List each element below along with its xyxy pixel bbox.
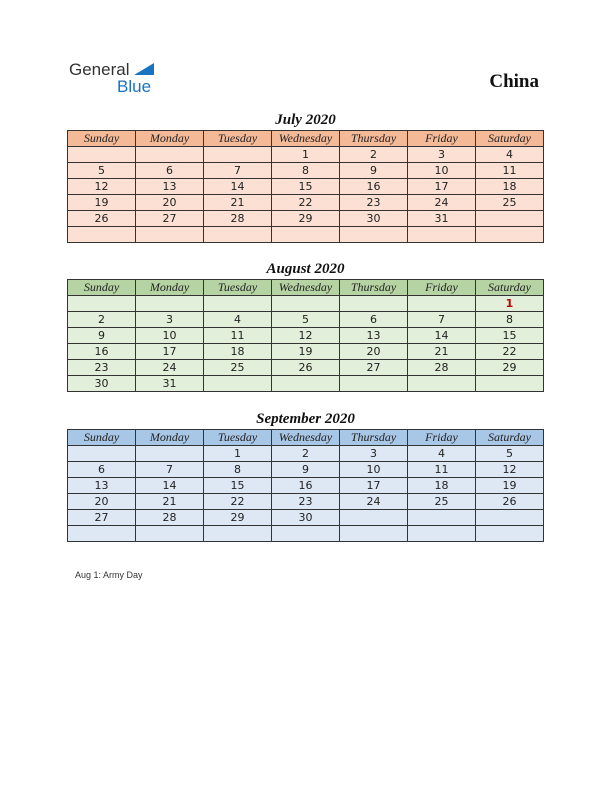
day-cell: 2 — [272, 446, 340, 462]
month-august — [67, 259, 544, 392]
weekday-header: Thursday — [340, 430, 408, 446]
day-cell: 15 — [476, 328, 544, 344]
week-row — [68, 312, 544, 328]
day-cell — [68, 296, 136, 312]
weekday-header: Friday — [408, 430, 476, 446]
day-cell: 29 — [272, 211, 340, 227]
day-cell: 30 — [340, 211, 408, 227]
day-cell: 11 — [476, 163, 544, 179]
week-row — [68, 462, 544, 478]
day-cell: 25 — [476, 195, 544, 211]
day-cell: 29 — [476, 360, 544, 376]
day-cell — [204, 296, 272, 312]
day-cell — [204, 376, 272, 392]
day-cell — [136, 147, 204, 163]
day-cell: 5 — [68, 163, 136, 179]
day-cell: 8 — [204, 462, 272, 478]
day-cell: 17 — [136, 344, 204, 360]
weekday-header: Tuesday — [204, 131, 272, 147]
weekday-header: Wednesday — [272, 280, 340, 296]
day-cell: 28 — [408, 360, 476, 376]
day-cell — [340, 227, 408, 243]
week-row — [68, 510, 544, 526]
week-row — [68, 163, 544, 179]
weekday-header: Saturday — [476, 280, 544, 296]
day-cell: 28 — [136, 510, 204, 526]
country-title: China — [489, 71, 539, 92]
day-cell: 24 — [340, 494, 408, 510]
day-cell: 2 — [340, 147, 408, 163]
week-row — [68, 296, 544, 312]
day-cell: 26 — [68, 211, 136, 227]
day-cell — [272, 227, 340, 243]
day-cell: 10 — [408, 163, 476, 179]
day-cell: 14 — [136, 478, 204, 494]
day-cell: 9 — [272, 462, 340, 478]
day-cell: 8 — [476, 312, 544, 328]
day-cell: 3 — [340, 446, 408, 462]
day-cell: 19 — [476, 478, 544, 494]
day-cell: 1 — [204, 446, 272, 462]
day-cell: 15 — [272, 179, 340, 195]
weekday-header-row — [68, 280, 544, 296]
day-cell: 7 — [204, 163, 272, 179]
day-cell — [68, 526, 136, 542]
day-cell: 22 — [272, 195, 340, 211]
day-cell: 24 — [408, 195, 476, 211]
day-cell — [340, 376, 408, 392]
day-cell: 5 — [272, 312, 340, 328]
month-title: September 2020 — [256, 411, 355, 427]
day-cell: 7 — [408, 312, 476, 328]
week-row — [68, 376, 544, 392]
day-cell: 11 — [204, 328, 272, 344]
day-cell — [476, 510, 544, 526]
day-cell: 23 — [272, 494, 340, 510]
day-cell: 1 — [476, 296, 544, 312]
day-cell: 18 — [476, 179, 544, 195]
day-cell — [136, 446, 204, 462]
day-cell: 23 — [340, 195, 408, 211]
day-cell — [136, 227, 204, 243]
holiday-note: Aug 1: Army Day — [75, 570, 143, 580]
week-row — [68, 328, 544, 344]
day-cell: 18 — [408, 478, 476, 494]
day-cell: 12 — [68, 179, 136, 195]
week-row — [68, 360, 544, 376]
day-cell: 11 — [408, 462, 476, 478]
logo-text-general: General — [69, 60, 130, 79]
weekday-header: Tuesday — [204, 430, 272, 446]
day-cell: 26 — [476, 494, 544, 510]
day-cell — [340, 510, 408, 526]
day-cell: 4 — [476, 147, 544, 163]
day-cell: 20 — [68, 494, 136, 510]
day-cell: 30 — [68, 376, 136, 392]
weekday-header: Monday — [136, 280, 204, 296]
weekday-header: Friday — [408, 131, 476, 147]
day-cell: 6 — [68, 462, 136, 478]
day-cell — [204, 526, 272, 542]
day-cell — [272, 296, 340, 312]
day-cell: 8 — [272, 163, 340, 179]
day-cell: 29 — [204, 510, 272, 526]
day-cell: 21 — [408, 344, 476, 360]
day-cell: 1 — [272, 147, 340, 163]
week-row — [68, 478, 544, 494]
general-blue-logo — [69, 60, 159, 96]
week-row — [68, 227, 544, 243]
day-cell — [136, 526, 204, 542]
day-cell: 14 — [408, 328, 476, 344]
month-title: August 2020 — [266, 261, 345, 277]
week-row — [68, 344, 544, 360]
day-cell: 5 — [476, 446, 544, 462]
day-cell: 6 — [340, 312, 408, 328]
day-cell — [68, 446, 136, 462]
day-cell: 6 — [136, 163, 204, 179]
day-cell — [408, 376, 476, 392]
day-cell: 3 — [136, 312, 204, 328]
day-cell — [476, 526, 544, 542]
day-cell: 18 — [204, 344, 272, 360]
week-row — [68, 147, 544, 163]
week-row — [68, 211, 544, 227]
day-cell: 27 — [340, 360, 408, 376]
day-cell: 12 — [476, 462, 544, 478]
day-cell: 2 — [68, 312, 136, 328]
weekday-header-row — [68, 430, 544, 446]
day-cell: 28 — [204, 211, 272, 227]
day-cell: 20 — [340, 344, 408, 360]
day-cell — [476, 227, 544, 243]
day-cell: 26 — [272, 360, 340, 376]
day-cell: 23 — [68, 360, 136, 376]
day-cell — [68, 227, 136, 243]
day-cell: 27 — [136, 211, 204, 227]
weekday-header: Tuesday — [204, 280, 272, 296]
weekday-header: Monday — [136, 131, 204, 147]
day-cell — [340, 526, 408, 542]
day-cell — [68, 147, 136, 163]
weekday-header: Saturday — [476, 131, 544, 147]
weekday-header: Wednesday — [272, 131, 340, 147]
day-cell: 21 — [136, 494, 204, 510]
week-row — [68, 195, 544, 211]
day-cell — [272, 376, 340, 392]
weekday-header: Sunday — [68, 280, 136, 296]
day-cell: 3 — [408, 147, 476, 163]
day-cell: 14 — [204, 179, 272, 195]
day-cell — [408, 227, 476, 243]
week-row — [68, 494, 544, 510]
day-cell: 31 — [408, 211, 476, 227]
day-cell: 19 — [68, 195, 136, 211]
week-row — [68, 526, 544, 542]
day-cell: 13 — [68, 478, 136, 494]
day-cell: 17 — [408, 179, 476, 195]
day-cell: 25 — [204, 360, 272, 376]
day-cell: 17 — [340, 478, 408, 494]
weekday-header: Sunday — [68, 430, 136, 446]
day-cell — [340, 296, 408, 312]
weekday-header: Wednesday — [272, 430, 340, 446]
day-cell — [204, 147, 272, 163]
day-cell: 22 — [204, 494, 272, 510]
weekday-header: Thursday — [340, 131, 408, 147]
day-cell: 13 — [340, 328, 408, 344]
day-cell: 9 — [340, 163, 408, 179]
day-cell — [476, 376, 544, 392]
weekday-header: Sunday — [68, 131, 136, 147]
month-title: July 2020 — [275, 112, 336, 128]
month-july — [67, 110, 544, 243]
day-cell: 16 — [68, 344, 136, 360]
day-cell: 10 — [136, 328, 204, 344]
day-cell: 27 — [68, 510, 136, 526]
week-row — [68, 179, 544, 195]
month-september — [67, 409, 544, 542]
day-cell: 21 — [204, 195, 272, 211]
weekday-header-row — [68, 131, 544, 147]
day-cell — [476, 211, 544, 227]
calendar-grid — [67, 130, 544, 243]
day-cell: 16 — [272, 478, 340, 494]
day-cell: 4 — [408, 446, 476, 462]
day-cell — [136, 296, 204, 312]
day-cell: 16 — [340, 179, 408, 195]
day-cell: 22 — [476, 344, 544, 360]
day-cell: 20 — [136, 195, 204, 211]
day-cell: 12 — [272, 328, 340, 344]
weekday-header: Thursday — [340, 280, 408, 296]
day-cell: 25 — [408, 494, 476, 510]
logo-triangle-icon — [134, 63, 154, 75]
day-cell: 19 — [272, 344, 340, 360]
weekday-header: Monday — [136, 430, 204, 446]
day-cell — [408, 510, 476, 526]
day-cell: 15 — [204, 478, 272, 494]
day-cell: 30 — [272, 510, 340, 526]
week-row — [68, 446, 544, 462]
day-cell: 13 — [136, 179, 204, 195]
weekday-header: Friday — [408, 280, 476, 296]
weekday-header: Saturday — [476, 430, 544, 446]
calendar-grid — [67, 429, 544, 542]
day-cell — [408, 296, 476, 312]
day-cell — [408, 526, 476, 542]
day-cell: 24 — [136, 360, 204, 376]
day-cell: 4 — [204, 312, 272, 328]
day-cell — [204, 227, 272, 243]
day-cell: 9 — [68, 328, 136, 344]
day-cell: 7 — [136, 462, 204, 478]
day-cell: 31 — [136, 376, 204, 392]
day-cell: 10 — [340, 462, 408, 478]
day-cell — [272, 526, 340, 542]
logo-text-blue: Blue — [117, 77, 152, 96]
calendar-grid — [67, 279, 544, 392]
